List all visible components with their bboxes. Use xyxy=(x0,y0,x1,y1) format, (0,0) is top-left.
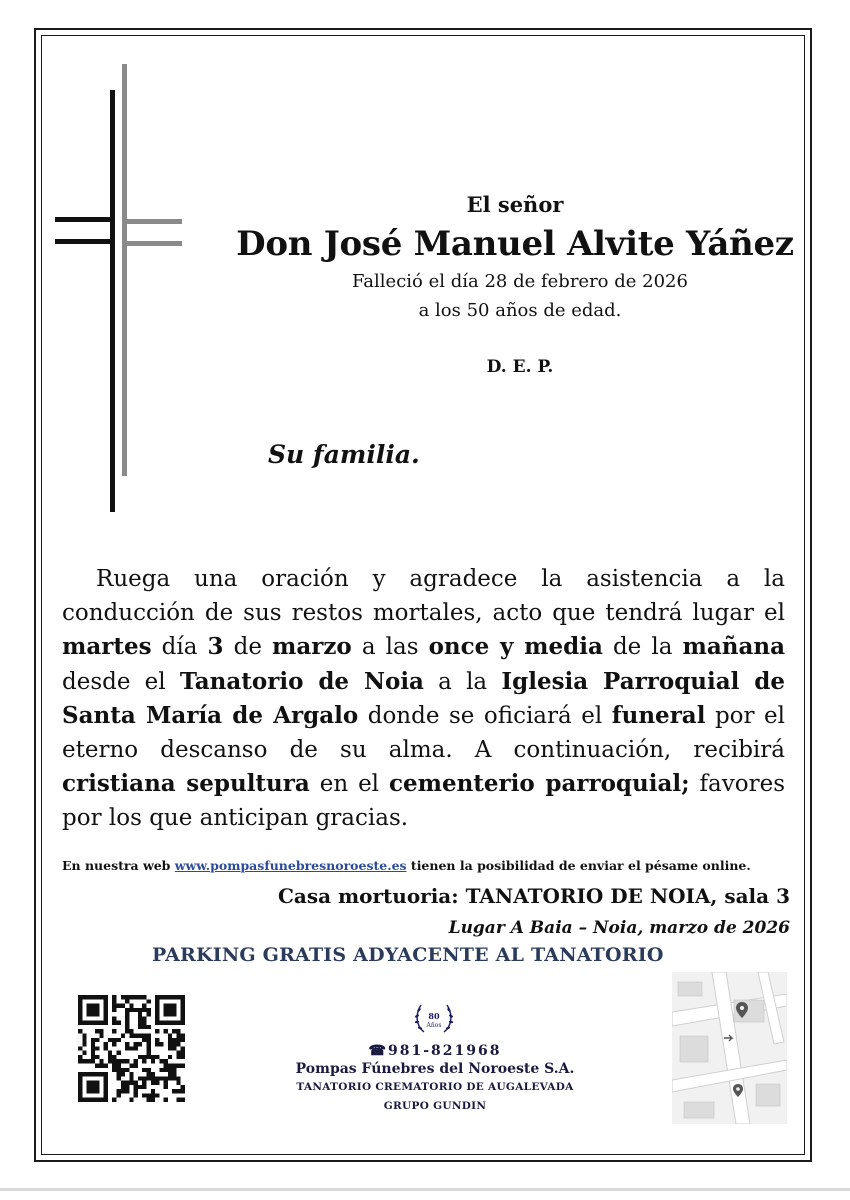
crematorium-name: TANATORIO CREMATORIO DE AUGALEVADA xyxy=(296,1081,574,1093)
page-bottom-divider xyxy=(0,1188,850,1191)
qr-module xyxy=(134,1059,138,1063)
qr-module xyxy=(108,1055,112,1059)
qr-module xyxy=(176,1038,180,1042)
qr-module xyxy=(125,1068,129,1072)
logo-number: 80 xyxy=(428,1011,440,1021)
qr-module xyxy=(87,1081,100,1094)
qr-module xyxy=(129,1004,133,1008)
location-map[interactable] xyxy=(672,972,787,1124)
qr-module xyxy=(164,1063,168,1067)
qr-module xyxy=(146,999,150,1003)
qr-module xyxy=(125,1029,129,1033)
qr-module xyxy=(155,1038,159,1042)
qr-module xyxy=(181,1089,185,1093)
qr-module xyxy=(112,1021,116,1025)
laurel-logo xyxy=(410,998,458,1040)
qr-module xyxy=(164,1004,177,1017)
qr-module xyxy=(87,1059,91,1063)
qr-module xyxy=(181,1055,185,1059)
qr-module xyxy=(112,1059,116,1063)
bold-text: cristiana sepultura xyxy=(62,770,310,798)
qr-module xyxy=(181,1098,185,1102)
qr-module xyxy=(129,1098,133,1102)
qr-module xyxy=(121,1034,125,1038)
qr-code[interactable] xyxy=(78,995,185,1102)
qr-module xyxy=(146,1093,150,1097)
qr-module xyxy=(151,1076,155,1080)
qr-module xyxy=(125,1025,129,1029)
qr-module xyxy=(142,1085,146,1089)
rip-text: D. E. P. xyxy=(486,357,554,377)
qr-module xyxy=(82,1034,86,1038)
qr-module xyxy=(112,1029,116,1033)
qr-module xyxy=(134,1046,138,1050)
qr-module xyxy=(146,1046,150,1050)
qr-module xyxy=(142,995,146,999)
qr-module xyxy=(176,1098,180,1102)
qr-module xyxy=(125,1046,129,1050)
qr-module xyxy=(117,1004,121,1008)
qr-module xyxy=(129,995,133,999)
text: de xyxy=(223,634,273,661)
website-link[interactable]: www.pompasfunebresnoroeste.es xyxy=(174,858,407,873)
qr-module xyxy=(146,1076,150,1080)
cross-horizontal-black-bottom xyxy=(55,239,113,244)
qr-module xyxy=(112,1008,116,1012)
qr-module xyxy=(95,1063,99,1067)
qr-module xyxy=(159,1042,163,1046)
qr-module xyxy=(95,1038,99,1042)
bold-text: Tanatorio de Noia xyxy=(179,667,424,695)
qr-module xyxy=(159,1059,163,1063)
qr-module xyxy=(155,1076,159,1080)
qr-module xyxy=(176,1055,180,1059)
qr-module xyxy=(125,1059,129,1063)
qr-module xyxy=(125,1085,129,1089)
qr-module xyxy=(164,1029,168,1033)
text: a la xyxy=(423,668,502,695)
qr-module xyxy=(176,1081,180,1085)
paragraph-line xyxy=(62,733,785,767)
qr-module xyxy=(142,1025,146,1029)
qr-module xyxy=(91,1042,95,1046)
qr-module xyxy=(108,1038,112,1042)
qr-module xyxy=(125,1021,129,1025)
qr-module xyxy=(112,1004,116,1008)
qr-module xyxy=(121,1059,125,1063)
qr-module xyxy=(142,1093,146,1097)
qr-module xyxy=(168,1076,172,1080)
qr-module xyxy=(146,1051,150,1055)
text: en el xyxy=(309,771,389,798)
qr-module xyxy=(134,1008,138,1012)
text: conducción de sus restos mortales, acto que tendrá lugar el xyxy=(62,600,785,627)
qr-module xyxy=(129,1072,133,1076)
text: desde el xyxy=(62,668,180,695)
qr-module xyxy=(176,1042,180,1046)
qr-module xyxy=(138,1021,142,1025)
qr-module xyxy=(129,1081,133,1085)
qr-module xyxy=(112,1038,116,1042)
qr-module xyxy=(142,1038,146,1042)
qr-module xyxy=(112,1098,116,1102)
qr-module xyxy=(104,1046,108,1050)
qr-module xyxy=(121,1085,125,1089)
text: favores xyxy=(689,771,785,798)
qr-module xyxy=(121,995,125,999)
qr-module xyxy=(142,1059,146,1063)
bold-text: marzo xyxy=(272,633,352,661)
qr-module xyxy=(151,1081,155,1085)
qr-module xyxy=(168,1072,172,1076)
qr-module xyxy=(117,1076,121,1080)
paragraph-line xyxy=(62,767,785,801)
qr-module xyxy=(117,1068,121,1072)
deceased-name: Don José Manuel Alvite Yáñez xyxy=(236,224,794,264)
qr-module xyxy=(99,1059,103,1063)
qr-module xyxy=(134,1085,138,1089)
qr-module xyxy=(121,1081,125,1085)
qr-module xyxy=(125,1012,129,1016)
qr-module xyxy=(146,1055,150,1059)
qr-module xyxy=(125,1008,129,1012)
bold-text: mañana xyxy=(682,633,785,661)
qr-module xyxy=(155,1029,159,1033)
qr-module xyxy=(168,1063,172,1067)
qr-module xyxy=(125,1089,129,1093)
qr-module xyxy=(151,1089,155,1093)
qr-module xyxy=(134,1081,138,1085)
age-at-death: a los 50 años de edad. xyxy=(418,300,622,321)
qr-module xyxy=(78,1059,82,1063)
phone-line xyxy=(300,1043,570,1059)
qr-module xyxy=(82,1038,86,1042)
paragraph-line xyxy=(62,596,785,630)
text: Ruega una oración y agradece la asistencia a la xyxy=(96,566,785,592)
bold-text: once y media xyxy=(428,633,603,661)
qr-module xyxy=(104,1063,108,1067)
qr-module xyxy=(146,1025,150,1029)
text: día xyxy=(151,634,208,661)
qr-module xyxy=(168,1068,172,1072)
qr-module xyxy=(146,1038,150,1042)
qr-module xyxy=(164,1076,168,1080)
qr-module xyxy=(172,1029,176,1033)
ceremony-paragraph xyxy=(62,562,785,836)
qr-module xyxy=(155,1055,159,1059)
qr-module xyxy=(138,1016,142,1020)
qr-module xyxy=(172,1089,176,1093)
qr-module xyxy=(164,1068,168,1072)
group-name: GRUPO GUNDIN xyxy=(383,1100,487,1112)
qr-module xyxy=(181,1063,185,1067)
qr-module xyxy=(117,1072,121,1076)
qr-module xyxy=(146,1008,150,1012)
logo-years: Años xyxy=(426,1022,442,1029)
bold-text: Santa María de Argalo xyxy=(62,701,359,729)
qr-module xyxy=(129,1063,133,1067)
qr-module xyxy=(172,1046,176,1050)
qr-module xyxy=(87,1004,100,1017)
qr-module xyxy=(125,1016,129,1020)
qr-module xyxy=(99,1029,103,1033)
qr-module xyxy=(104,1042,108,1046)
qr-module xyxy=(172,1068,176,1072)
paragraph-line xyxy=(62,630,785,664)
qr-module xyxy=(176,1063,180,1067)
qr-module xyxy=(176,1076,180,1080)
qr-module xyxy=(146,1072,150,1076)
qr-module xyxy=(134,1034,138,1038)
qr-module xyxy=(142,1016,146,1020)
qr-module xyxy=(82,1042,86,1046)
qr-module xyxy=(138,995,142,999)
qr-module xyxy=(142,1008,146,1012)
text: por los que anticipan gracias. xyxy=(62,805,409,832)
qr-module xyxy=(108,1051,112,1055)
parking-notice: PARKING GRATIS ADYACENTE AL TANATORIO xyxy=(152,944,664,966)
qr-module xyxy=(91,1051,95,1055)
qr-module xyxy=(138,1008,142,1012)
company-name: Pompas Fúnebres del Noroeste S.A. xyxy=(295,1061,575,1077)
qr-module xyxy=(129,1029,133,1033)
paragraph-line xyxy=(62,699,785,733)
qr-module xyxy=(121,1072,125,1076)
qr-module xyxy=(91,1055,95,1059)
qr-module xyxy=(151,1059,155,1063)
qr-module xyxy=(168,1055,172,1059)
bold-text: Iglesia Parroquial de xyxy=(501,667,785,695)
qr-module xyxy=(125,999,129,1003)
web-note-suffix: tienen la posibilidad de enviar el pésame online. xyxy=(406,858,751,873)
qr-module xyxy=(112,1042,116,1046)
bold-text: 3 xyxy=(207,633,224,661)
qr-module xyxy=(134,1093,138,1097)
qr-module xyxy=(176,1034,180,1038)
qr-module xyxy=(95,1029,99,1033)
qr-module xyxy=(155,1042,159,1046)
qr-module xyxy=(121,1068,125,1072)
qr-module xyxy=(125,995,129,999)
qr-module xyxy=(181,1051,185,1055)
phone-icon: ☎ xyxy=(368,1043,388,1059)
qr-module xyxy=(129,1034,133,1038)
qr-module xyxy=(112,1055,116,1059)
bold-text: cementerio parroquial; xyxy=(388,770,690,798)
qr-module xyxy=(99,1063,103,1067)
qr-module xyxy=(172,1076,176,1080)
qr-module xyxy=(117,1051,121,1055)
text: donde se oficiará el xyxy=(358,702,612,729)
qr-module xyxy=(142,1034,146,1038)
qr-module xyxy=(138,1012,142,1016)
qr-module xyxy=(146,1034,150,1038)
qr-module xyxy=(121,1004,125,1008)
bold-text: funeral xyxy=(611,701,706,729)
qr-module xyxy=(172,1063,176,1067)
qr-module xyxy=(159,1068,163,1072)
qr-module xyxy=(95,1046,99,1050)
web-note-prefix: En nuestra web xyxy=(62,858,175,873)
qr-module xyxy=(172,1072,176,1076)
qr-module xyxy=(146,1068,150,1072)
qr-module xyxy=(99,1034,103,1038)
qr-module xyxy=(168,1034,172,1038)
qr-module xyxy=(176,1029,180,1033)
qr-module xyxy=(168,1038,172,1042)
qr-module xyxy=(138,1055,142,1059)
qr-module xyxy=(82,1051,86,1055)
bold-text: martes xyxy=(62,633,152,661)
qr-module xyxy=(95,1055,99,1059)
qr-module xyxy=(142,1068,146,1072)
qr-module xyxy=(151,1093,155,1097)
qr-module xyxy=(134,1089,138,1093)
qr-module xyxy=(142,1021,146,1025)
qr-module xyxy=(91,1059,95,1063)
cross-icon xyxy=(50,60,190,520)
qr-module xyxy=(164,1098,168,1102)
qr-module xyxy=(142,1004,146,1008)
qr-module xyxy=(117,1021,121,1025)
qr-module xyxy=(155,1081,159,1085)
qr-module xyxy=(151,1055,155,1059)
qr-module xyxy=(168,1046,172,1050)
qr-module xyxy=(112,1068,116,1072)
qr-module xyxy=(112,1063,116,1067)
qr-module xyxy=(112,999,116,1003)
paragraph-line xyxy=(62,801,785,835)
qr-module xyxy=(138,1034,142,1038)
cross-horizontal-gray-bottom xyxy=(122,241,182,246)
qr-module xyxy=(91,1046,95,1050)
phone-number[interactable]: 981-821968 xyxy=(387,1043,502,1059)
qr-module xyxy=(121,1089,125,1093)
cross-horizontal-gray-top xyxy=(122,219,182,224)
paragraph-line xyxy=(62,665,785,699)
qr-module xyxy=(117,1093,121,1097)
qr-module xyxy=(125,1081,129,1085)
qr-module xyxy=(117,1059,121,1063)
qr-module xyxy=(138,1025,142,1029)
qr-module xyxy=(164,1059,168,1063)
paragraph-line xyxy=(62,562,785,596)
qr-module xyxy=(164,1081,168,1085)
qr-module xyxy=(129,1076,133,1080)
web-condolence-note xyxy=(62,858,751,873)
qr-module xyxy=(142,1055,146,1059)
qr-module xyxy=(146,1012,150,1016)
qr-module xyxy=(129,1008,133,1012)
family-signature: Su familia. xyxy=(268,440,420,469)
text: de la xyxy=(602,634,683,661)
qr-module xyxy=(134,995,138,999)
qr-module xyxy=(108,1059,112,1063)
qr-module xyxy=(134,1042,138,1046)
qr-module xyxy=(181,1038,185,1042)
qr-module xyxy=(82,1059,86,1063)
qr-module xyxy=(138,1042,142,1046)
qr-module xyxy=(181,1046,185,1050)
qr-module xyxy=(138,1076,142,1080)
text: por el xyxy=(705,702,785,729)
qr-module xyxy=(142,1076,146,1080)
death-date: Falleció el día 28 de febrero de 2026 xyxy=(352,271,688,292)
qr-module xyxy=(168,1042,172,1046)
qr-module xyxy=(91,1038,95,1042)
cross-horizontal-black-top xyxy=(55,217,113,222)
qr-module xyxy=(125,1042,129,1046)
qr-module xyxy=(78,1055,82,1059)
qr-module xyxy=(151,1098,155,1102)
qr-module xyxy=(78,1046,82,1050)
qr-module xyxy=(117,1038,121,1042)
qr-module xyxy=(151,1072,155,1076)
qr-module xyxy=(117,1063,121,1067)
text: eterno descanso de su alma. A continuación, recibirá xyxy=(62,736,785,763)
qr-module xyxy=(138,1085,142,1089)
qr-module xyxy=(146,1098,150,1102)
qr-module xyxy=(181,1085,185,1089)
qr-module xyxy=(159,1076,163,1080)
qr-module xyxy=(129,1046,133,1050)
qr-module xyxy=(176,1089,180,1093)
qr-module xyxy=(172,1038,176,1042)
qr-module xyxy=(78,1029,82,1033)
heading: El señor xyxy=(466,192,564,217)
qr-module xyxy=(176,1051,180,1055)
qr-module xyxy=(155,1093,159,1097)
qr-module xyxy=(146,1042,150,1046)
qr-module xyxy=(112,1016,116,1020)
qr-module xyxy=(112,995,116,999)
cross-vertical-gray xyxy=(122,64,127,476)
qr-module xyxy=(172,1042,176,1046)
cross-vertical-black xyxy=(110,90,115,512)
qr-module xyxy=(117,1089,121,1093)
qr-module xyxy=(164,1085,168,1089)
qr-module xyxy=(181,1034,185,1038)
place-date: Lugar A Baia – Noia, marzo de 2026 xyxy=(448,918,790,938)
qr-module xyxy=(142,1081,146,1085)
qr-module xyxy=(134,1063,138,1067)
text: a las xyxy=(351,634,429,661)
funeral-home-room: Casa mortuoria: TANATORIO DE NOIA, sala 3 xyxy=(277,884,790,908)
